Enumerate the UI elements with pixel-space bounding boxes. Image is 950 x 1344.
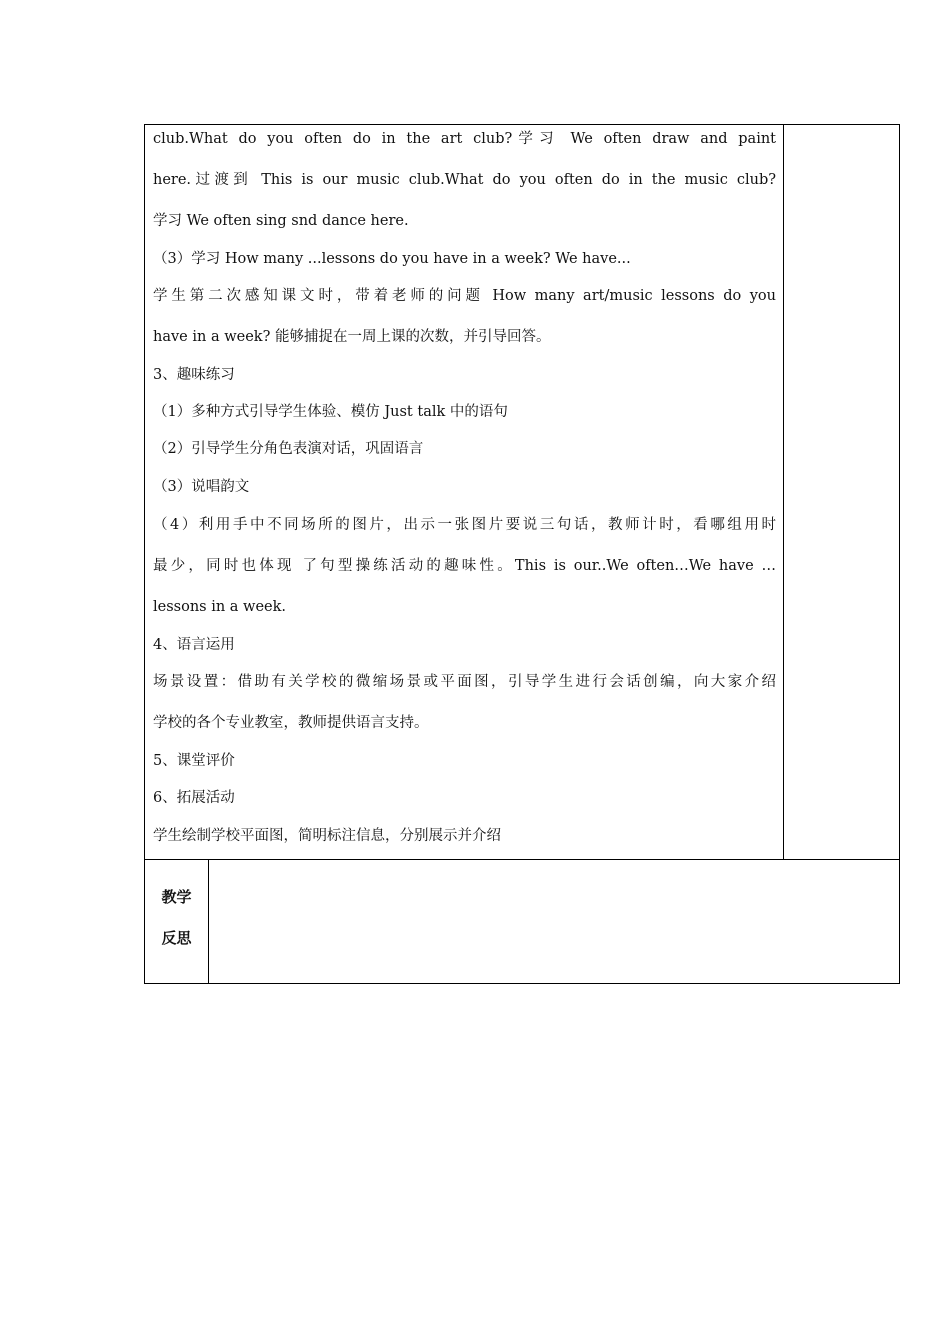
content-line: 最少，同时也体现 了句型操练活动的趣味性。This is our..We often…We have … <box>153 558 776 574</box>
content-line: 学习 We often sing snd dance here. <box>153 213 409 229</box>
content-line: club.What do you often do in the art club?学习 We often draw and paint <box>153 131 776 147</box>
content-line: （3）说唱韵文 <box>153 479 250 495</box>
content-line: （1）多种方式引导学生体验、模仿 Just talk 中的语句 <box>153 404 508 420</box>
content-line: 场景设置：借助有关学校的微缩场景或平面图，引导学生进行会话创编，向大家介绍 <box>153 674 776 690</box>
section-heading: 4、语言运用 <box>153 637 235 653</box>
content-line: （4）利用手中不同场所的图片，出示一张图片要说三句话，教师计时，看哪组用时 <box>153 517 776 533</box>
section-heading: 3、趣味练习 <box>153 367 235 383</box>
reflection-label-cell <box>144 859 209 984</box>
notes-cell <box>783 124 900 860</box>
reflection-body <box>216 870 886 970</box>
content-line: 学生第二次感知课文时，带着老师的问题 How many art/music lessons do you <box>153 288 776 304</box>
content-line: have in a week? 能够捕捉在一周上课的次数，并引导回答。 <box>153 329 551 345</box>
content-line: （3）学习 How many ...lessons do you have in a week? We have... <box>153 251 631 267</box>
content-line: here.过渡到 This is our music club.What do you often do in the music club? <box>153 172 776 188</box>
reflection-label: 教学 <box>161 888 192 906</box>
content-line: 学生绘制学校平面图，简明标注信息，分别展示并介绍 <box>153 828 501 844</box>
content-line: （2）引导学生分角色表演对话，巩固语言 <box>153 441 424 457</box>
content-line: lessons in a week. <box>153 599 287 615</box>
reflection-label: 反思 <box>161 929 192 947</box>
section-heading: 5、课堂评价 <box>153 753 235 769</box>
section-heading: 6、拓展活动 <box>153 790 235 806</box>
content-line: 学校的各个专业教室，教师提供语言支持。 <box>153 715 429 731</box>
